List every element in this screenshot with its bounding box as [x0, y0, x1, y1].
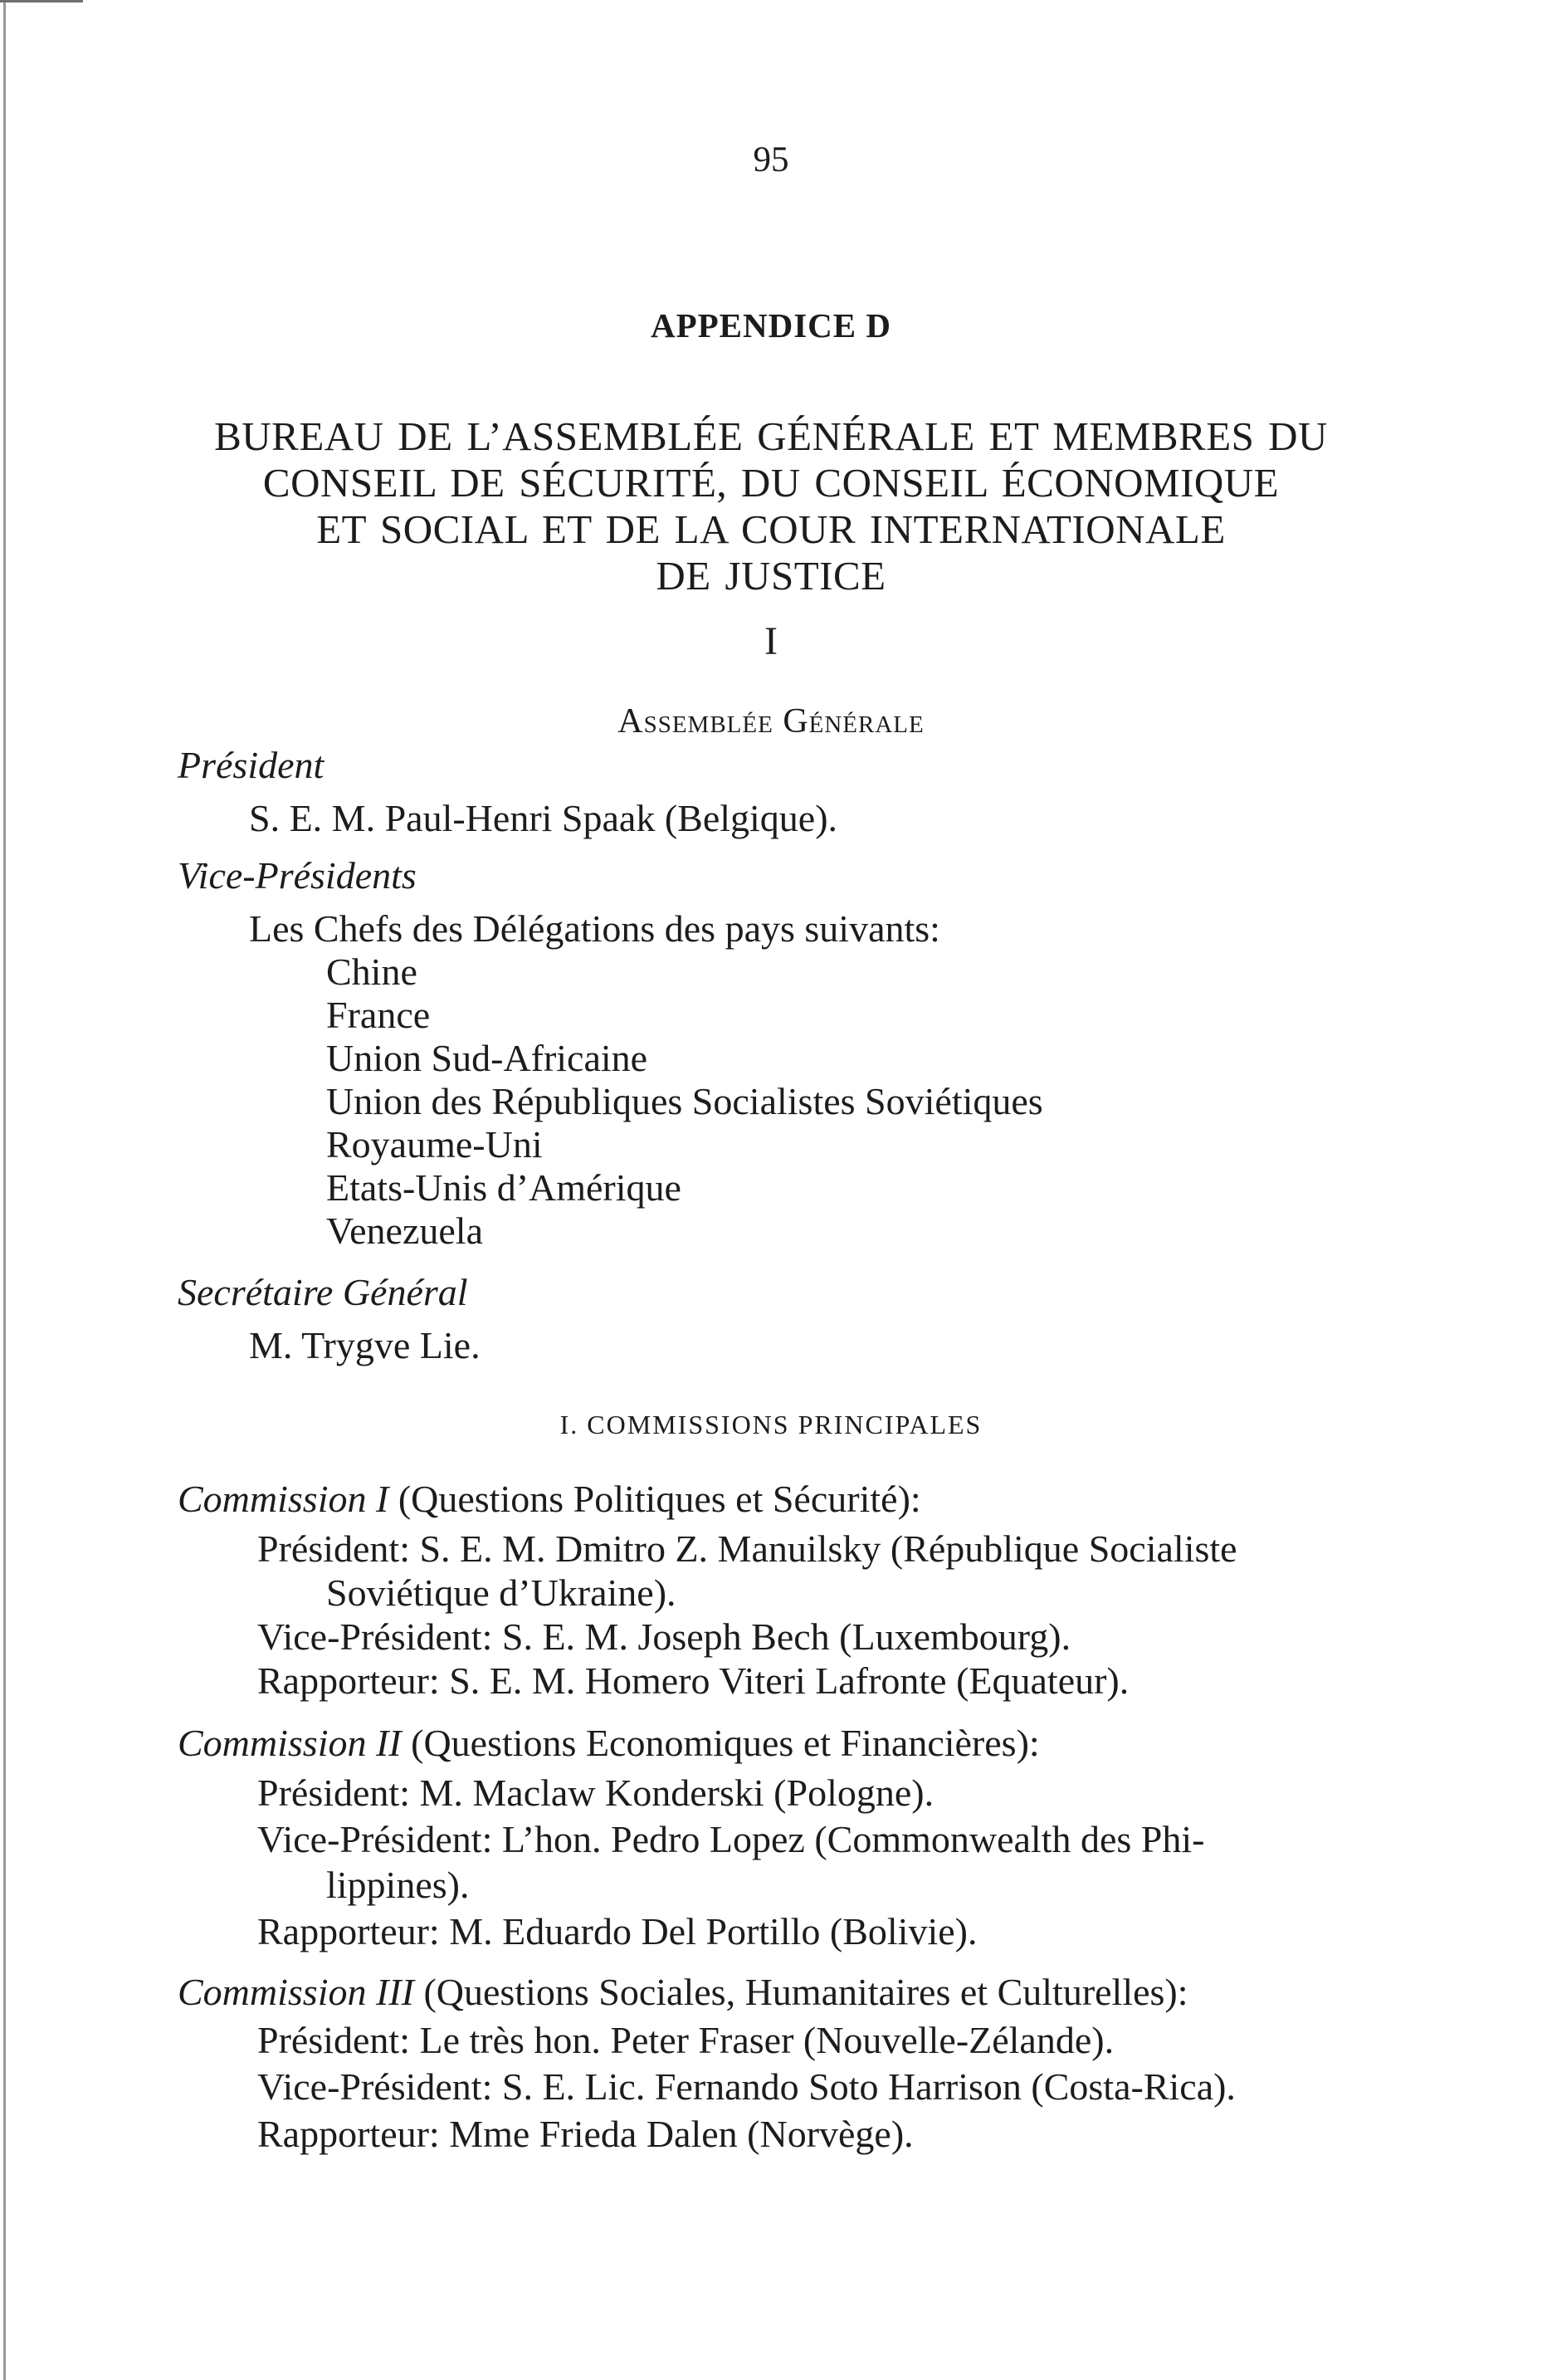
secretary-label: Secrétaire Général [178, 1271, 468, 1313]
main-title [0, 413, 1542, 599]
vice-presidents-country-list [326, 951, 1043, 1253]
secretary-value: M. Trygve Lie. [249, 1324, 481, 1366]
president-value: S. E. M. Paul-Henri Spaak (Belgique). [249, 797, 838, 839]
country-item: Union des Républiques Socialistes Soviétiques [326, 1080, 1043, 1122]
country-item: Etats-Unis d’Amérique [326, 1166, 681, 1209]
main-title-line-2: CONSEIL DE SÉCURITÉ, DU CONSEIL ÉCONOMIQUE [262, 460, 1280, 506]
commission-1-rapporteur: Rapporteur: S. E. M. Homero Viteri Lafronte (Equateur). [257, 1659, 1130, 1702]
commission-3-topic: (Questions Sociales, Humanitaires et Culturelles): [423, 1971, 1188, 2013]
appendix-title: APPENDICE D [650, 306, 892, 345]
commission-2-heading [178, 1722, 1040, 1765]
commission-3-name: Commission III [178, 1971, 414, 2013]
commission-1-president-continued: Soviétique d’Ukraine). [326, 1571, 676, 1614]
country-item: Venezuela [326, 1210, 483, 1252]
vice-presidents-label: Vice-Présidents [178, 854, 417, 897]
commission-2-topic: (Questions Economiques et Financières): [411, 1722, 1040, 1764]
commission-3-president: Président: Le très hon. Peter Fraser (Nouvelle-Zélande). [257, 2019, 1115, 2061]
commission-2-name: Commission II [178, 1722, 402, 1764]
commission-2-president: Président: M. Maclaw Konderski (Pologne). [257, 1772, 934, 1814]
scan-edge-line [3, 0, 6, 2380]
section-title: Assemblée Générale [617, 702, 925, 740]
vice-presidents-intro: Les Chefs des Délégations des pays suivants: [249, 907, 940, 950]
commission-1-topic: (Questions Politiques et Sécurité): [398, 1478, 921, 1520]
president-label: Président [178, 744, 325, 786]
commission-2-vice-president: Vice-Président: L’hon. Pedro Lopez (Commonwealth des Phi- [257, 1818, 1205, 1860]
country-item: Union Sud-Africaine [326, 1037, 648, 1079]
commission-1-name: Commission I [178, 1478, 389, 1520]
commission-1-heading [178, 1478, 921, 1521]
commissions-heading: I. COMMISSIONS PRINCIPALES [559, 1410, 983, 1439]
page-number: 95 [753, 140, 789, 179]
commission-3-heading [178, 1971, 1188, 2014]
main-title-line-1: BUREAU DE L’ASSEMBLÉE GÉNÉRALE ET MEMBRES DU [214, 413, 1328, 459]
country-item: France [326, 994, 431, 1036]
main-title-line-4: DE JUSTICE [656, 553, 886, 599]
commission-1-president: Président: S. E. M. Dmitro Z. Manuilsky (République Socialiste [257, 1527, 1237, 1570]
main-title-line-3: ET SOCIAL ET DE LA COUR INTERNATIONALE [316, 506, 1226, 552]
section-roman-numeral: I [764, 619, 778, 663]
country-item: Chine [326, 951, 417, 993]
commission-2-vice-president-continued: lippines). [326, 1864, 470, 1906]
country-item: Royaume-Uni [326, 1123, 543, 1166]
scan-top-mark [0, 0, 83, 2]
commission-2-rapporteur: Rapporteur: M. Eduardo Del Portillo (Bolivie). [257, 1910, 978, 1952]
commission-3-vice-president: Vice-Président: S. E. Lic. Fernando Soto Harrison (Costa-Rica). [257, 2065, 1236, 2108]
commission-1-vice-president: Vice-Président: S. E. M. Joseph Bech (Luxembourg). [257, 1615, 1071, 1658]
commission-3-rapporteur: Rapporteur: Mme Frieda Dalen (Norvège). [257, 2113, 914, 2155]
